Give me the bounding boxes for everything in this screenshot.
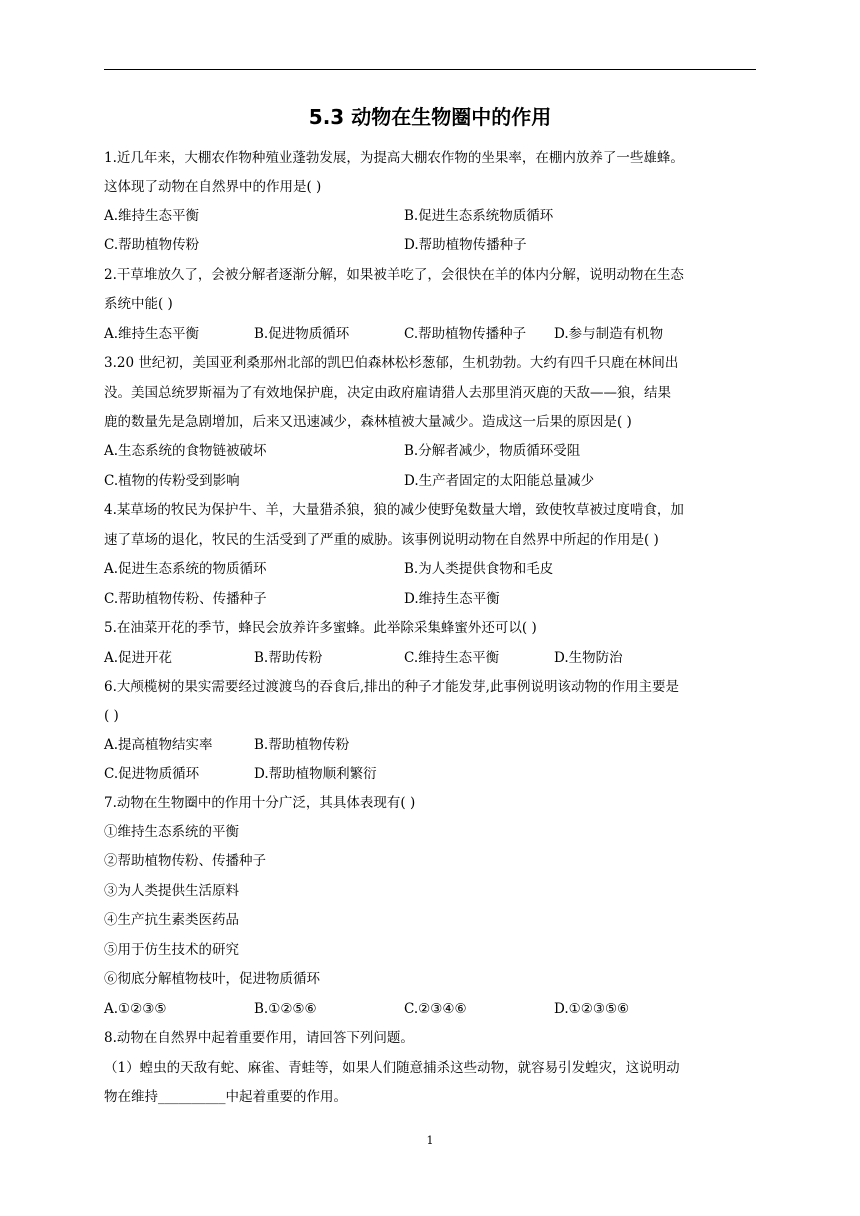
question-2-text-line-2: 系统中能( ) [104, 296, 173, 312]
question-6-option-c: C.促进物质循环 [104, 766, 200, 782]
question-7-item-6: ⑥彻底分解植物枝叶，促进物质循环 [104, 971, 320, 987]
question-6-option-b: B.帮助植物传粉 [254, 737, 350, 753]
question-7-text-line-1: 7.动物在生物圈中的作用十分广泛，其具体表现有( ) [104, 795, 416, 811]
question-5-option-a: A.促进开花 [104, 650, 173, 666]
question-8-text-line-3: 物在维持__________中起着重要的作用。 [104, 1089, 347, 1105]
question-3-option-c: C.植物的传粉受到影响 [104, 473, 240, 489]
question-7-item-2: ②帮助植物传粉、传播种子 [104, 853, 266, 869]
question-1-option-c: C.帮助植物传粉 [104, 237, 200, 253]
question-1-option-d: D.帮助植物传播种子 [404, 237, 527, 253]
question-4-option-b: B.为人类提供食物和毛皮 [404, 561, 554, 577]
question-4-text-line-2: 速了草场的退化，牧民的生活受到了严重的威胁。该事例说明动物在自然界中所起的作用是( ) [104, 532, 659, 548]
question-7-option-d: D.①②③⑤⑥ [554, 1001, 630, 1017]
question-7-item-4: ④生产抗生素类医药品 [104, 912, 239, 928]
question-8-text-line-1: 8.动物在自然界中起着重要作用，请回答下列问题。 [104, 1030, 414, 1046]
question-3-text-line-3: 鹿的数量先是急剧增加，后来又迅速减少，森林植被大量减少。造成这一后果的原因是( ) [104, 414, 632, 430]
question-7-item-5: ⑤用于仿生技术的研究 [104, 942, 239, 958]
question-7-item-1: ①维持生态系统的平衡 [104, 824, 239, 840]
question-6-option-d: D.帮助植物顺利繁衍 [254, 766, 377, 782]
question-4-option-c: C.帮助植物传粉、传播种子 [104, 591, 267, 607]
question-4-option-a: A.促进生态系统的物质循环 [104, 561, 267, 577]
question-5-option-d: D.生物防治 [554, 650, 623, 666]
question-3-text-line-1: 3.20 世纪初，美国亚利桑那州北部的凯巴伯森林松杉葱郁，生机勃勃。大约有四千只鹿在林间出 [104, 355, 679, 371]
question-5-option-c: C.维持生态平衡 [404, 650, 500, 666]
question-2-option-b: B.促进物质循环 [254, 326, 350, 342]
question-6-text-line-2: ( ) [104, 708, 119, 724]
question-8-text-line-2: （1）蝗虫的天敌有蛇、麻雀、青蛙等，如果人们随意捕杀这些动物，就容易引发蝗灾，这说明动 [104, 1060, 680, 1076]
question-2-option-c: C.帮助植物传播种子 [404, 326, 527, 342]
header-rule [104, 69, 756, 70]
page-title: 5.3 动物在生物圈中的作用 [308, 105, 552, 129]
question-1-text-line-1: 1.近几年来，大棚农作物种殖业蓬勃发展，为提高大棚农作物的坐果率，在棚内放养了一些雄蜂。 [104, 150, 684, 166]
question-7-option-b: B.①②⑤⑥ [254, 1001, 317, 1017]
page-number: 1 [426, 1134, 434, 1147]
question-4-text-line-1: 4.某草场的牧民为保护牛、羊，大量猎杀狼，狼的减少使野兔数量大增，致使牧草被过度啃食，加 [104, 502, 684, 518]
question-3-option-a: A.生态系统的食物链被破坏 [104, 443, 267, 459]
question-4-option-d: D.维持生态平衡 [404, 591, 500, 607]
question-5-text-line-1: 5.在油菜开花的季节，蜂民会放养许多蜜蜂。此举除采集蜂蜜外还可以( ) [104, 620, 537, 636]
question-2-text-line-1: 2.干草堆放久了，会被分解者逐渐分解，如果被羊吃了，会很快在羊的体内分解，说明动物在生态 [104, 267, 684, 283]
question-6-option-a: A.提高植物结实率 [104, 737, 213, 753]
question-3-option-b: B.分解者减少，物质循环受阻 [404, 443, 581, 459]
question-7-item-3: ③为人类提供生活原料 [104, 883, 239, 899]
question-7-option-c: C.②③④⑥ [404, 1001, 467, 1017]
question-5-option-b: B.帮助传粉 [254, 650, 323, 666]
question-3-option-d: D.生产者固定的太阳能总量减少 [404, 473, 595, 489]
question-1-text-line-2: 这体现了动物在自然界中的作用是( ) [104, 179, 322, 195]
question-7-option-a: A.①②③⑤ [104, 1001, 167, 1017]
question-2-option-a: A.维持生态平衡 [104, 326, 200, 342]
question-2-option-d: D.参与制造有机物 [554, 326, 664, 342]
question-1-option-b: B.促进生态系统物质循环 [404, 208, 554, 224]
question-3-text-line-2: 没。美国总统罗斯福为了有效地保护鹿，决定由政府雇请猎人去那里消灭鹿的天敌——狼，结果 [104, 385, 671, 401]
question-6-text-line-1: 6.大颅榄树的果实需要经过渡渡鸟的吞食后,排出的种子才能发芽,此事例说明该动物的作用主要是 [104, 679, 679, 695]
question-1-option-a: A.维持生态平衡 [104, 208, 200, 224]
